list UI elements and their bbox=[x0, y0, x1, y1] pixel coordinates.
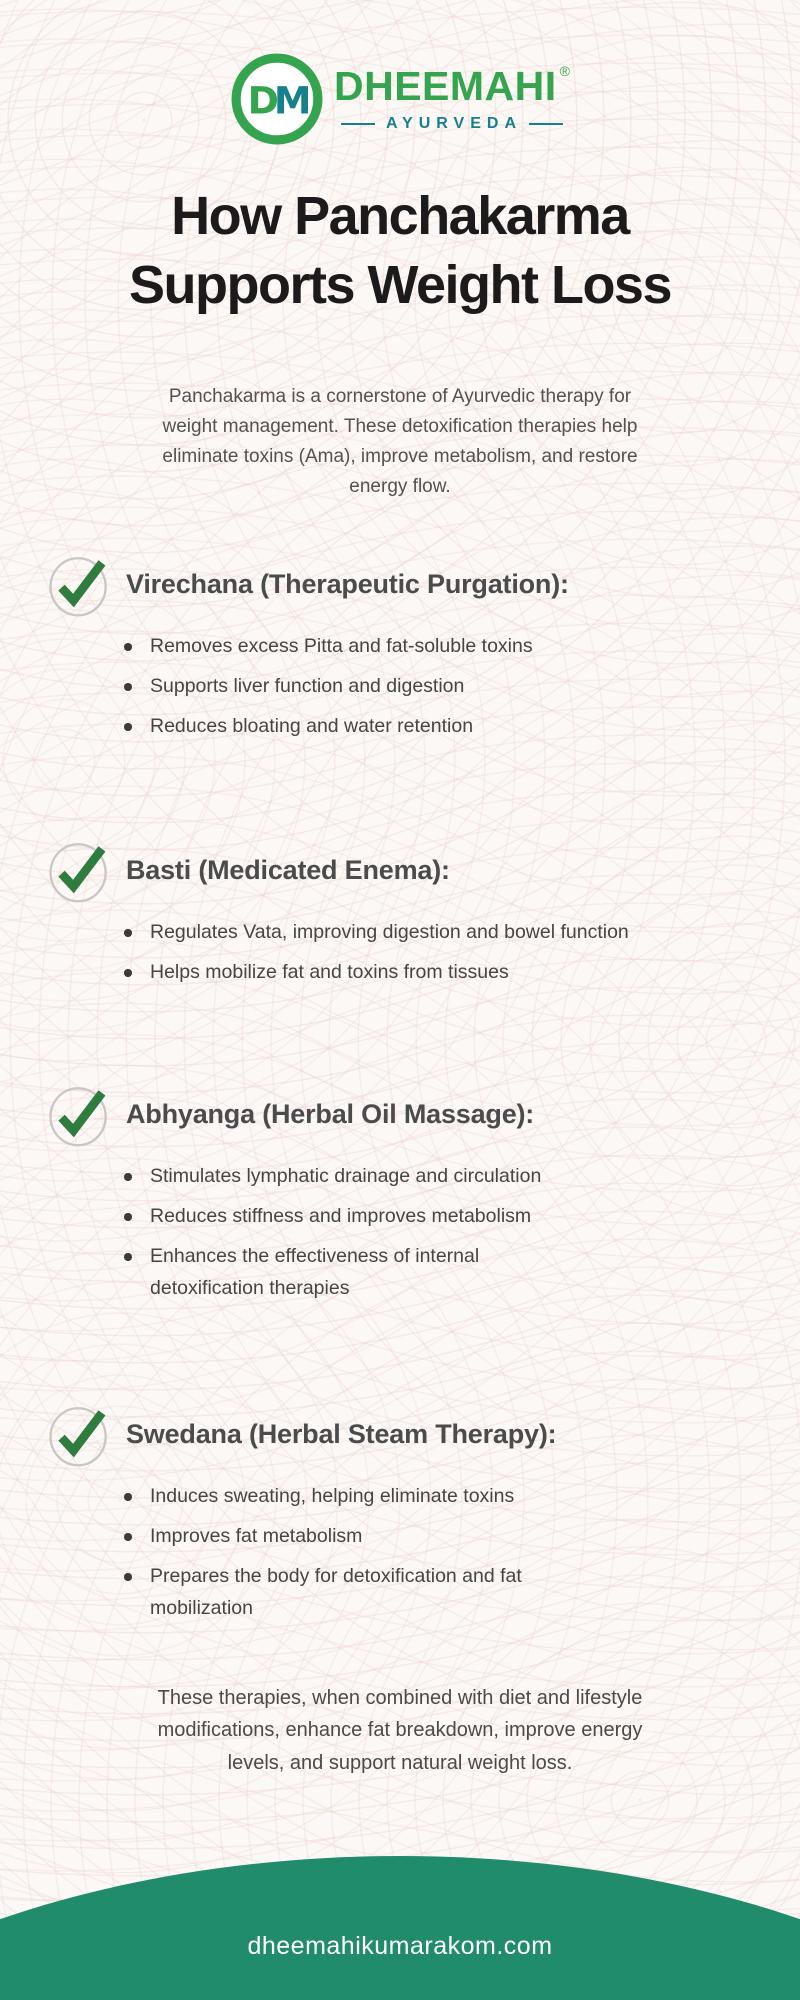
check-circle-icon bbox=[45, 1080, 113, 1148]
bullet-list bbox=[117, 1481, 800, 1624]
bullet-item: Enhances the effectiveness of internal detoxification therapies bbox=[117, 1241, 569, 1303]
section-heading: Abhyanga (Herbal Oil Massage): bbox=[126, 1098, 535, 1129]
bullet-item: Improves fat metabolism bbox=[117, 1521, 569, 1552]
page-title bbox=[0, 182, 800, 320]
dheemahi-monogram-icon bbox=[230, 52, 324, 146]
bullet-list bbox=[117, 1161, 800, 1304]
check-circle-icon bbox=[45, 550, 113, 618]
brand-subtitle: AYURVEDA bbox=[385, 115, 522, 133]
left-dash-divider bbox=[341, 123, 375, 126]
bullet-item: Induces sweating, helping eliminate toxins bbox=[117, 1481, 569, 1512]
bullet-item: Removes excess Pitta and fat-soluble toxins bbox=[117, 631, 800, 662]
intro-paragraph: Panchakarma is a cornerstone of Ayurvedic therapy for weight management. These detoxification therapies help eliminate toxins (Ama), improve metabolism, and restore energy flow. bbox=[162, 386, 638, 498]
bullet-item: Supports liver function and digestion bbox=[117, 671, 800, 702]
bullet-item: Stimulates lymphatic drainage and circulation bbox=[117, 1161, 569, 1192]
closing-paragraph: These therapies, when combined with diet and lifestyle modifications, enhance fat breakdown, improve energy levels, and support natural weight loss. bbox=[157, 1687, 643, 1774]
section-virechana bbox=[0, 550, 800, 752]
page-title-line2: Supports Weight Loss bbox=[128, 255, 671, 316]
brand-name: DHEEMAHI bbox=[333, 62, 557, 109]
svg-text:DM: DM bbox=[247, 78, 307, 123]
bullet-list bbox=[117, 917, 800, 988]
bullet-item: Reduces stiffness and improves metabolism bbox=[117, 1201, 569, 1232]
section-heading: Virechana (Therapeutic Purgation): bbox=[126, 568, 569, 599]
right-dash-divider bbox=[529, 123, 563, 126]
bullet-item: Reduces bloating and water retention bbox=[117, 711, 800, 742]
brand-logo bbox=[0, 52, 800, 146]
section-abhyanga bbox=[0, 1080, 800, 1313]
registered-mark: ® bbox=[559, 62, 570, 79]
bullet-list bbox=[117, 631, 800, 743]
footer-curve bbox=[0, 1856, 800, 2000]
brand-wordmark bbox=[333, 62, 570, 133]
section-heading: Swedana (Herbal Steam Therapy): bbox=[126, 1418, 557, 1449]
check-circle-icon bbox=[45, 1400, 113, 1468]
bullet-item: Helps mobilize fat and toxins from tissues bbox=[117, 957, 800, 988]
section-basti bbox=[0, 836, 800, 997]
bullet-item: Regulates Vata, improving digestion and bowel function bbox=[117, 917, 800, 948]
check-circle-icon bbox=[45, 836, 113, 904]
section-heading: Basti (Medicated Enema): bbox=[126, 854, 450, 885]
website-link[interactable]: dheemahikumarakom.com bbox=[247, 1932, 553, 1960]
bullet-item: Prepares the body for detoxification and fat mobilization bbox=[117, 1561, 569, 1623]
section-swedana bbox=[0, 1400, 800, 1633]
page-title-line1: How Panchakarma bbox=[171, 186, 629, 246]
